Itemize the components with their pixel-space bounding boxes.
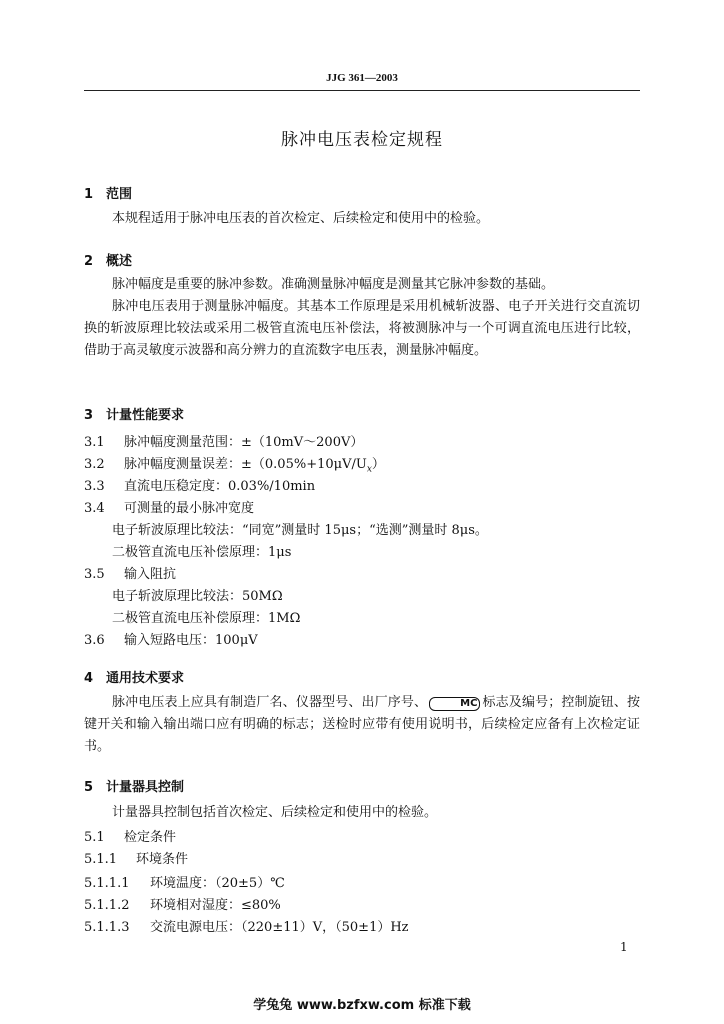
item-number: 3.4	[84, 501, 105, 516]
item-3-1	[84, 431, 363, 450]
item-3-6	[84, 629, 258, 648]
item-number: 3.1	[84, 435, 105, 450]
subscript-x: x	[366, 464, 372, 475]
item-number: 5.1.1.1	[84, 876, 130, 891]
item-number: 3.2	[84, 457, 105, 472]
item-3-4-a: 电子斩波原理比较法：“同宽”测量时 15μs；“选测”测量时 8μs。	[112, 523, 488, 538]
item-text: 环境温度：（20±5）℃	[150, 876, 285, 891]
section-title: 概述	[106, 254, 133, 269]
site-footer: 学兔兔 www.bzfxw.com 标准下载	[253, 998, 471, 1013]
item-text-tail: ）	[371, 457, 385, 472]
item-number: 3.3	[84, 479, 105, 494]
item-number: 5.1.1	[84, 852, 118, 867]
item-3-4	[84, 497, 254, 516]
item-text: 环境相对湿度：≤80%	[150, 898, 281, 913]
section-title: 计量器具控制	[106, 780, 185, 795]
standard-code-header: JJG 361—2003	[326, 72, 398, 84]
section-4-heading	[84, 667, 184, 686]
item-5-1	[84, 826, 176, 845]
body-text-post: 标志及编号；控制旋钮、按键开关和输入输出端口应有明确的标志；送检时应带有使用说明书，后续检定应备有上次检定证书。	[84, 695, 640, 754]
section-5-body: 计量器具控制包括首次检定、后续检定和使用中的检验。	[112, 805, 438, 820]
item-5-1-1	[84, 848, 188, 867]
item-text: 可测量的最小脉冲宽度	[124, 501, 255, 516]
section-title: 计量性能要求	[106, 408, 185, 423]
item-text: 脉冲幅度测量误差：±（0.05%+10μV/U	[124, 457, 367, 472]
section-number: 4	[84, 671, 94, 686]
item-5-1-1-1	[84, 872, 285, 891]
item-3-4-b: 二极管直流电压补偿原理：1μs	[112, 545, 292, 560]
header-rule	[84, 90, 640, 91]
section-number: 1	[84, 187, 94, 202]
item-number: 3.5	[84, 567, 105, 582]
page-number: 1	[620, 940, 628, 954]
item-text: 输入阻抗	[124, 567, 177, 582]
item-5-1-1-2	[84, 894, 281, 913]
item-number: 5.1.1.2	[84, 898, 130, 913]
section-number: 3	[84, 408, 94, 423]
item-5-1-1-3	[84, 916, 409, 935]
section-2-heading	[84, 250, 132, 269]
section-5-heading	[84, 776, 184, 795]
section-2-paragraph-2: 脉冲电压表用于测量脉冲幅度。其基本工作原理是采用机械斩波器、电子开关进行交直流切换的斩波原理比较法或采用二极管直流电压补偿法，将被测脉冲与一个可调直流电压进行比较，借助于高灵敏度示波器和高分辨力的直流数字电压表，测量脉冲幅度。	[84, 299, 640, 358]
section-1-body: 本规程适用于脉冲电压表的首次检定、后续检定和使用中的检验。	[112, 211, 490, 226]
item-number: 5.1	[84, 830, 105, 845]
item-3-5-a: 电子斩波原理比较法：50MΩ	[112, 589, 283, 604]
section-3-heading	[84, 404, 184, 423]
section-number: 5	[84, 780, 94, 795]
item-text: 检定条件	[124, 830, 177, 845]
document-title: 脉冲电压表检定规程	[281, 130, 443, 150]
item-text: 直流电压稳定度：0.03%/10min	[124, 479, 316, 494]
item-text: 输入短路电压：100μV	[124, 633, 258, 648]
item-number: 3.6	[84, 633, 105, 648]
section-title: 通用技术要求	[106, 671, 185, 686]
section-4-body	[84, 692, 640, 758]
section-number: 2	[84, 254, 94, 269]
item-3-3	[84, 475, 315, 494]
item-text: 脉冲幅度测量范围：±（10mV～200V）	[124, 435, 364, 450]
item-text: 交流电源电压：（220±11）V，（50±1）Hz	[150, 920, 409, 935]
item-text: 环境条件	[136, 852, 189, 867]
item-3-5-b: 二极管直流电压补偿原理：1MΩ	[112, 611, 301, 626]
item-3-5	[84, 563, 176, 582]
body-text-pre: 脉冲电压表上应具有制造厂名、仪器型号、出厂序号、	[112, 695, 428, 710]
cmc-mark-icon: MC	[429, 697, 480, 711]
section-2-paragraph-1: 脉冲幅度是重要的脉冲参数。准确测量脉冲幅度是测量其它脉冲参数的基础。	[112, 277, 555, 292]
item-3-2	[84, 453, 385, 475]
section-1-heading	[84, 183, 132, 202]
section-title: 范围	[106, 187, 133, 202]
item-number: 5.1.1.3	[84, 920, 130, 935]
